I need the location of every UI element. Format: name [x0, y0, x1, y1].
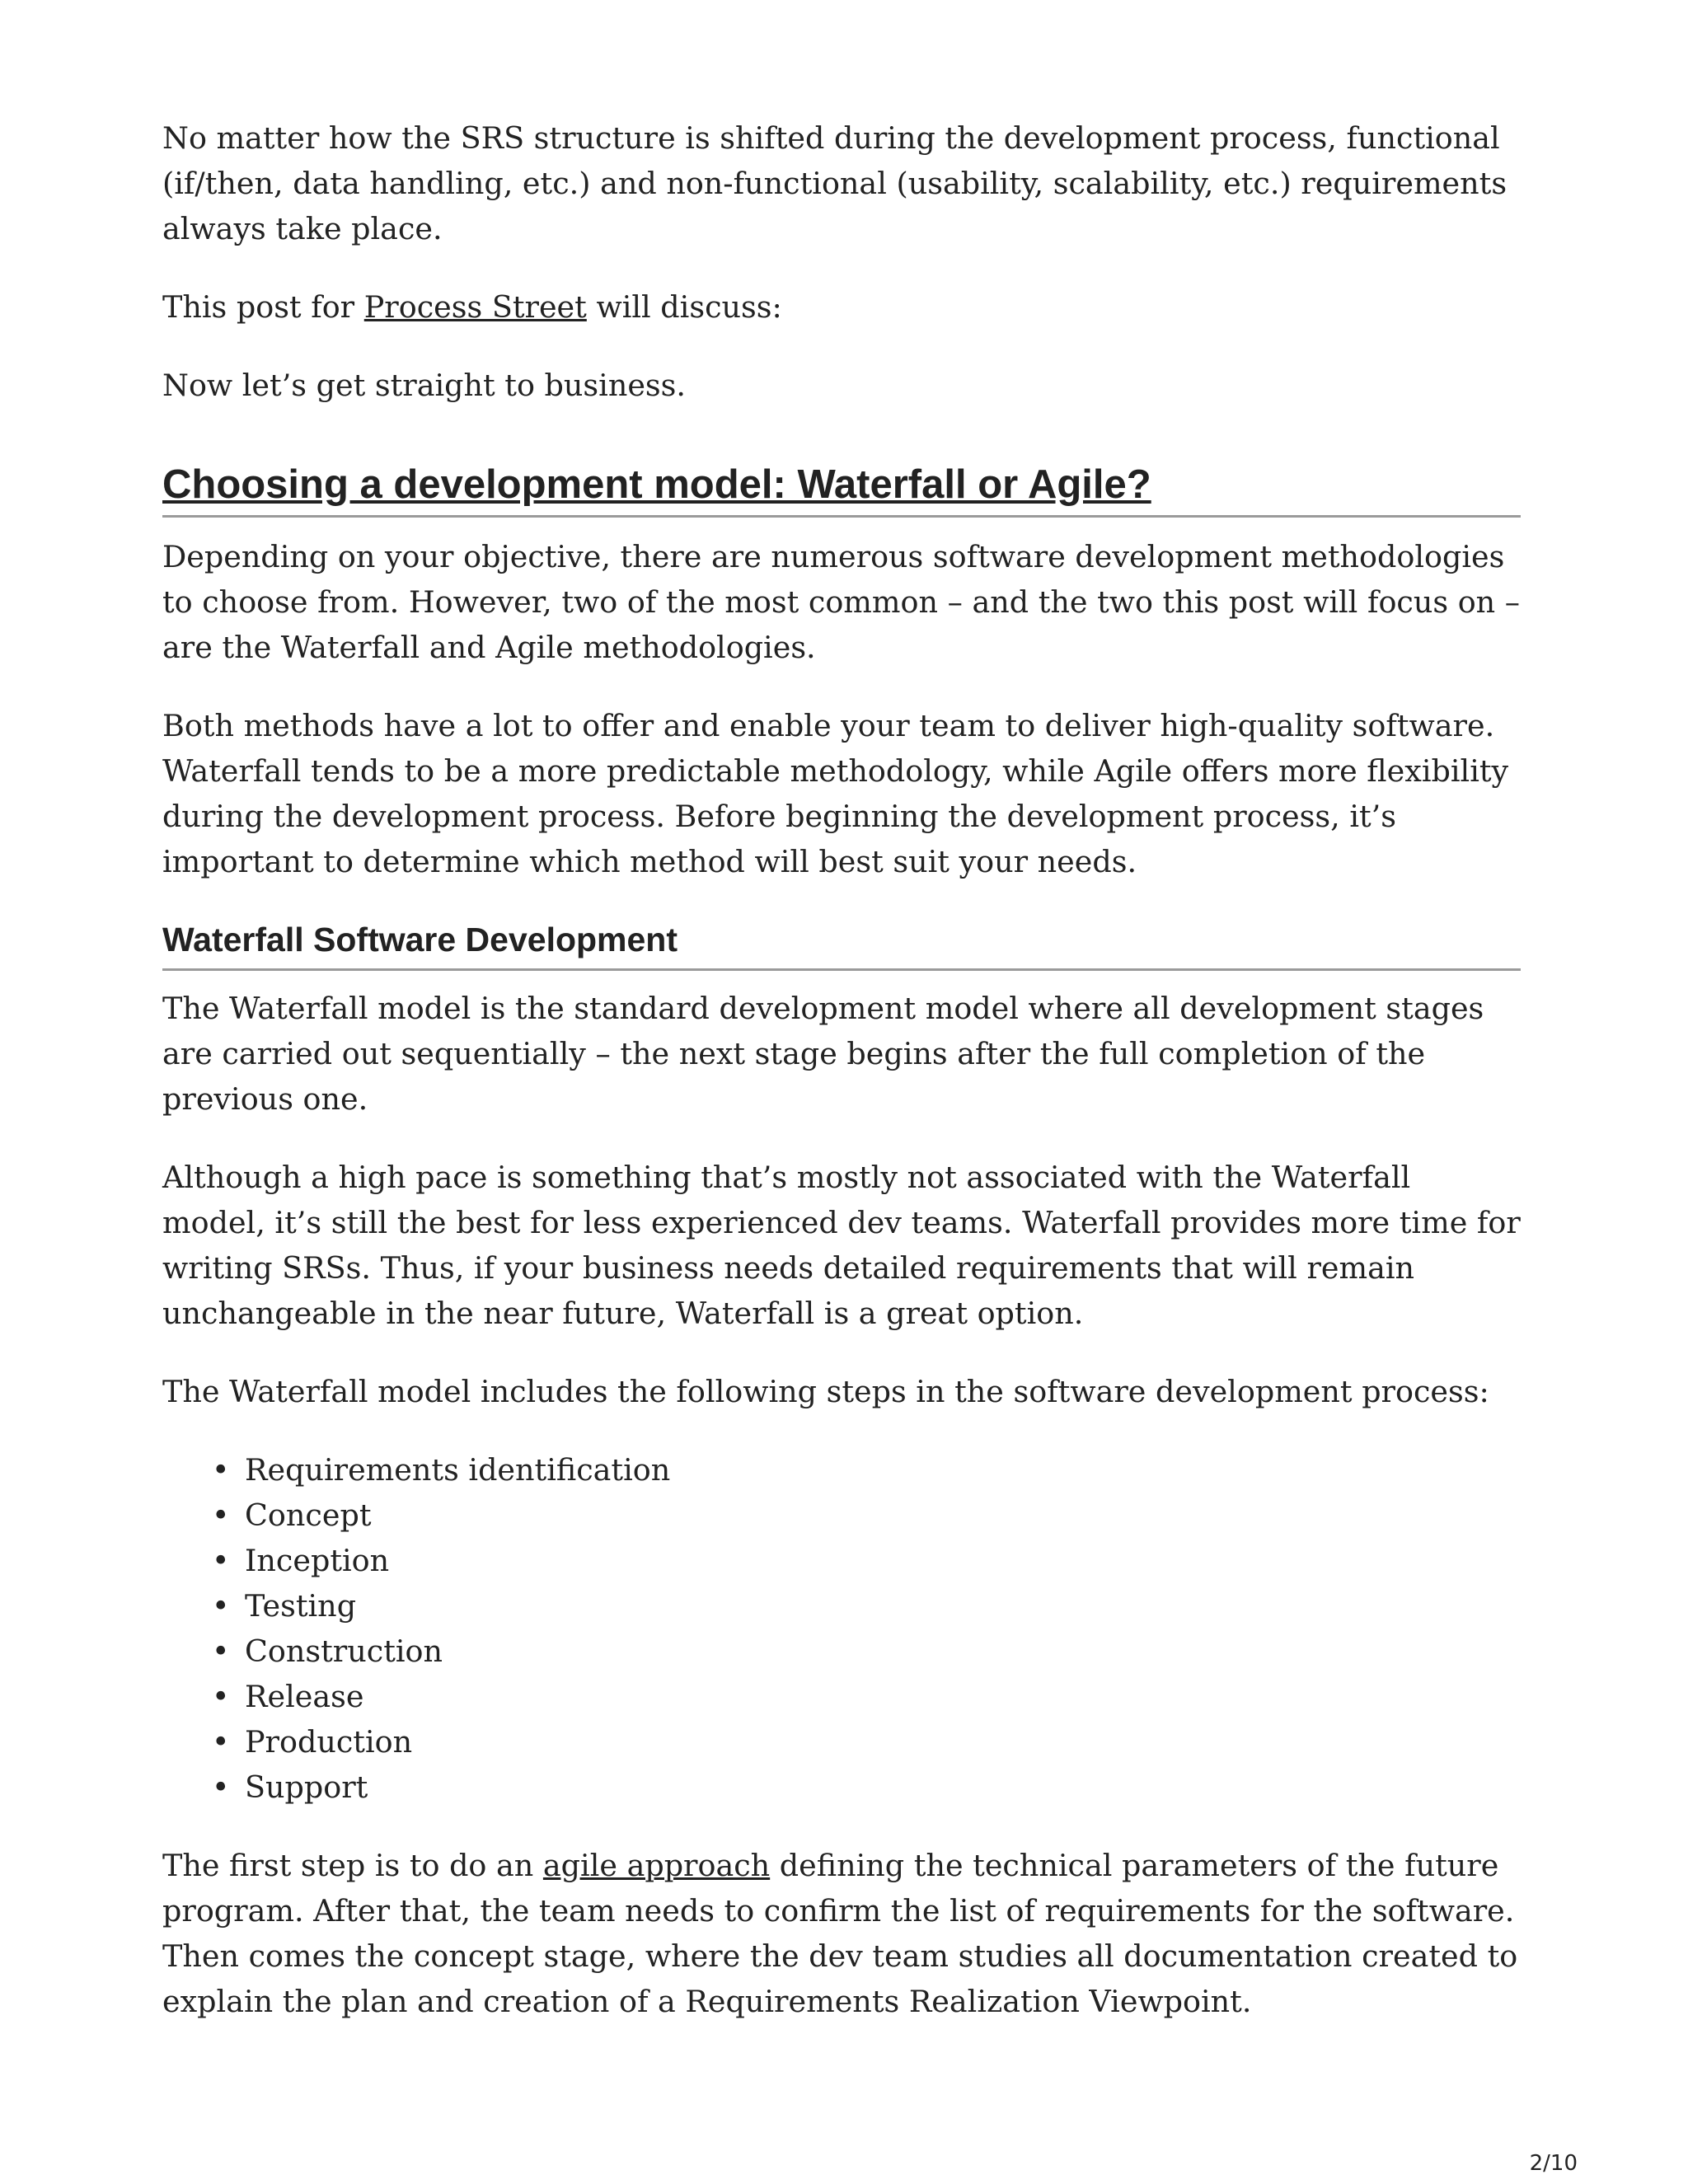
- intro-paragraph: No matter how the SRS structure is shifted during the development process, functional (if/then, data handling, etc.) and non-functional (usability, scalability, etc.) requirements always take place.: [162, 120, 1507, 246]
- methodologies-paragraph: Depending on your objective, there are numerous software development methodologies to choose from. However, two of the most common – and the two this post will focus on – are the Waterfall and Agile methodologies.: [162, 539, 1521, 665]
- list-item-text: Concept: [245, 1497, 372, 1533]
- discussion-intro-tail: will discuss:: [586, 289, 782, 325]
- bullet-icon: •: [212, 1679, 230, 1714]
- list-item: [212, 1674, 1521, 1719]
- list-item: [212, 1719, 1521, 1765]
- discussion-intro-paragraph: [162, 284, 1521, 330]
- list-item: [212, 1583, 1521, 1629]
- list-item-text: Requirements identification: [245, 1452, 671, 1488]
- list-item-text: Release: [245, 1679, 364, 1714]
- waterfall-definition-paragraph: The Waterfall model is the standard development model where all development stages are carried out sequentially – the next stage begins after the full completion of the previous one.: [162, 991, 1484, 1117]
- article-body: [162, 115, 1521, 2057]
- waterfall-steps-intro: The Waterfall model includes the following steps in the software development process:: [162, 1374, 1489, 1409]
- list-item-text: Support: [245, 1769, 368, 1805]
- bullet-icon: •: [212, 1543, 230, 1578]
- waterfall-pace-paragraph: Although a high pace is something that’s mostly not associated with the Waterfall model, it’s still the best for less experienced dev teams. Waterfall provides more time for writing SRSs. Thus, if your business needs detailed requirements that will remain unchangeable in the near future, Waterfall is a great option.: [162, 1160, 1521, 1331]
- methods-comparison-paragraph: Both methods have a lot to offer and enable your team to deliver high-quality software. Waterfall tends to be a more predictable methodology, while Agile offers more flexibility during the development process. Before beginning the development process, it’s important to determine which method will best suit your needs.: [162, 708, 1509, 879]
- list-item-text: Production: [245, 1724, 413, 1760]
- list-item: [212, 1447, 1521, 1493]
- subheading-waterfall: Waterfall Software Development: [162, 917, 1521, 971]
- bullet-icon: •: [212, 1724, 230, 1760]
- first-step-tail: defining the technical parameters of the future program. After that, the team needs to confirm the list of requirements for the software. Then comes the concept stage, where the dev team studies all documentation created to explain the plan and creation of a Requirements Realization Viewpoint.: [162, 1848, 1518, 2019]
- list-item: [212, 1493, 1521, 1538]
- list-item: [212, 1538, 1521, 1583]
- discussion-intro-text: This post for: [162, 289, 364, 325]
- list-item-text: Inception: [245, 1543, 390, 1578]
- bullet-icon: •: [212, 1769, 230, 1805]
- section-heading-development-model: [162, 459, 1521, 518]
- list-item-text: Testing: [245, 1588, 357, 1624]
- bullet-icon: •: [212, 1633, 230, 1669]
- business-paragraph: Now let’s get straight to business.: [162, 368, 686, 403]
- list-item: [212, 1629, 1521, 1674]
- agile-approach-link[interactable]: agile approach: [542, 1848, 771, 1883]
- first-step-paragraph: [162, 1843, 1521, 2024]
- list-item: [212, 1765, 1521, 1810]
- bullet-icon: •: [212, 1497, 230, 1533]
- list-item-text: Construction: [245, 1633, 443, 1669]
- process-street-link[interactable]: Process Street: [363, 289, 587, 325]
- first-step-text: The first step is to do an: [162, 1848, 543, 1883]
- bullet-icon: •: [212, 1452, 230, 1488]
- page-number: 2/10: [1529, 2151, 1578, 2176]
- section-heading-link[interactable]: Choosing a development model: Waterfall or Agile?: [162, 462, 1151, 507]
- waterfall-steps-list: [162, 1447, 1521, 1810]
- bullet-icon: •: [212, 1588, 230, 1624]
